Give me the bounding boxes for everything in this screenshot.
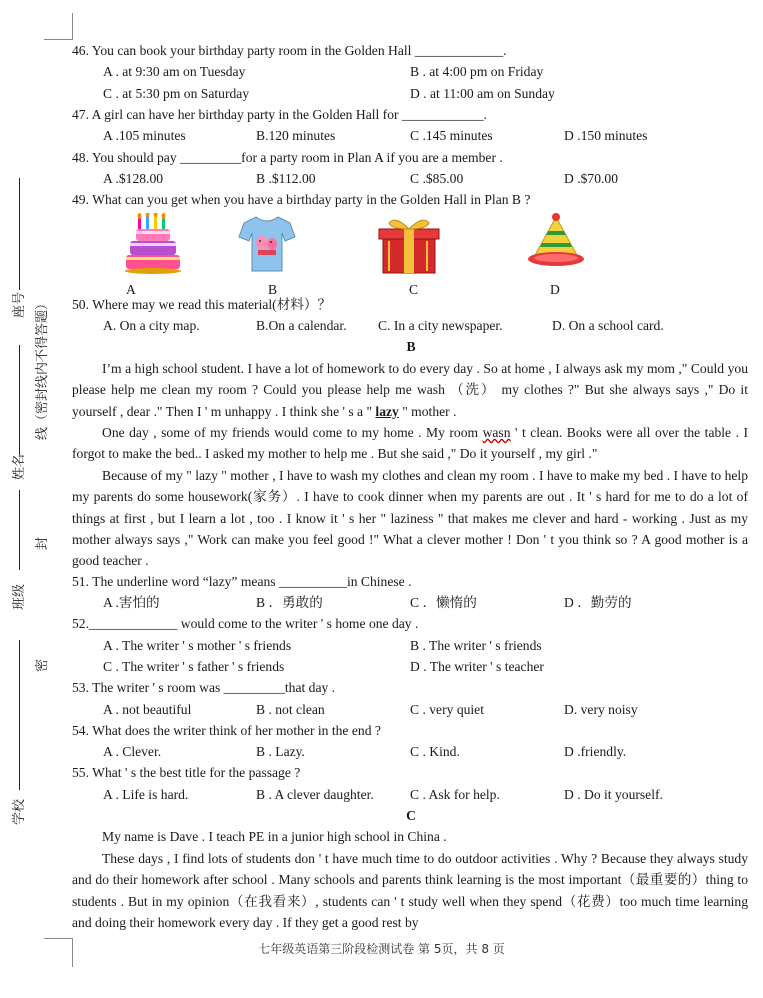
section-c-paragraph-1: My name is Dave . I teach PE in a junior high school in China .: [102, 829, 447, 844]
no-answer-note: 线（密封线内不得答题）: [35, 296, 50, 440]
p1-tail: " mother .: [398, 403, 457, 419]
section-c-paragraph-2: These days , I find lots of students don ' t have much time to do outdoor activities . Why ? Because they always study and do their homework after school . Many schools and parents think learning is the most important（最重要的）thing to students . But in my opinion（在我看来）, students can ' t study well when they spend（花费）too much time learning and doing their homework every day . If they get a good rest by: [72, 851, 748, 930]
q54-option-a: A . Clever.: [103, 744, 162, 759]
q46-option-a: A . at 9:30 am on Tuesday: [103, 64, 246, 79]
q51-option-b: B ．勇敢的: [256, 595, 323, 610]
p2-tail: ' t clean. Books were all over the table . I forgot to make the bed.. I asked my mother to help me . But she said ," Do it yourself , my girl .": [72, 425, 748, 462]
section-b-paragraph-1: [72, 358, 748, 422]
q47-option-c: C .145 minutes: [410, 128, 493, 143]
q46-stem: 46. You can book your birthday party room in the Golden Hall _____________.: [72, 43, 507, 58]
q52-option-a: A . The writer ' s mother ' s friends: [103, 638, 292, 653]
q55-option-a: A . Life is hard.: [103, 787, 189, 802]
q51-option-d: D ．勤劳的: [564, 595, 632, 610]
q50-option-d: D. On a school card.: [552, 318, 664, 333]
section-b-paragraph-2: [72, 422, 748, 465]
gift-box-icon: [377, 213, 441, 275]
party-hat-icon: [524, 213, 588, 269]
q52-option-b: B . The writer ' s friends: [410, 638, 542, 653]
q50-option-b: B.On a calendar.: [256, 318, 347, 333]
q55-option-b: B . A clever daughter.: [256, 787, 374, 802]
q54-option-b: B . Lazy.: [256, 744, 305, 759]
name-line: [19, 345, 20, 455]
q50-option-c: C. In a city newspaper.: [378, 318, 503, 333]
binding-margin: [0, 0, 60, 998]
seal-label: 封: [35, 536, 50, 550]
class-label: 班级: [12, 583, 27, 610]
lazy-underlined-word: lazy: [375, 403, 399, 419]
q53-stem: 53. The writer ' s room was _________that day .: [72, 680, 336, 695]
p1-text: I’m a high school student. I have a lot of homework to do every day . So at home , I always ask my mom ," Could you please help me clean my room ? Could you please help me wash （洗） my clothes ?" But she always says ," Do it yourself , dear ." Then I ' m unhappy . I think she ' s a ": [72, 361, 748, 419]
q50-option-a: A. On a city map.: [103, 318, 200, 333]
q52-option-d: D . The writer ' s teacher: [410, 659, 544, 674]
school-line: [19, 640, 20, 790]
q53-option-c: C . very quiet: [410, 702, 484, 717]
q55-option-d: D . Do it yourself.: [564, 787, 663, 802]
q48-option-d: D .$70.00: [564, 171, 618, 186]
q53-option-a: A . not beautiful: [103, 702, 192, 717]
q54-option-c: C . Kind.: [410, 744, 460, 759]
tshirt-icon: [238, 213, 296, 273]
school-label: 学校: [12, 798, 27, 825]
q55-stem: 55. What ' s the best title for the passage ?: [72, 765, 301, 780]
name-label: 姓名: [12, 453, 27, 480]
p2-text: One day , some of my friends would come to my home . My room: [102, 425, 483, 440]
q54-option-d: D .friendly.: [564, 744, 627, 759]
q48-option-c: C .$85.00: [410, 171, 464, 186]
q49-stem: 49. What can you get when you have a birthday party in the Golden Hall in Plan B ?: [72, 192, 531, 207]
q53-option-d: D. very noisy: [564, 702, 638, 717]
q52-option-c: C . The writer ' s father ' s friends: [103, 659, 285, 674]
section-b-title: B: [406, 339, 416, 354]
q51-option-a: A .害怕的: [103, 595, 160, 610]
q47-option-a: A .105 minutes: [103, 128, 186, 143]
q51-stem: 51. The underline word “lazy” means __________in Chinese .: [72, 574, 412, 589]
q46-option-c: C . at 5:30 pm on Saturday: [103, 86, 250, 101]
section-b-paragraph-3: Because of my " lazy " mother , I have to wash my clothes and clean my room . I have to make my bed . I have to help my parents do some housework(家务）. I have to cook dinner when my parents are out . It ' s hard for me to do a lot of things at first , but I learn a lot , too . I know it ' s her " laziness " that makes me clever and hard - working . Just as my mother always says ," Work can make you feel good !" What a clever mother ! Don ' t you think so ? A good mother is a good teacher .: [72, 468, 748, 569]
q51-option-c: C ．懒惰的: [410, 595, 477, 610]
q49-label-d: D: [550, 282, 560, 297]
q54-stem: 54. What does the writer think of her mother in the end ?: [72, 723, 381, 738]
q50-stem: 50. Where may we read this material(材料）？: [72, 297, 332, 312]
class-line: [19, 490, 20, 570]
p2-wavy-word: wasn: [482, 425, 511, 440]
q49-pictures: [72, 213, 750, 303]
cake-icon: [124, 213, 182, 275]
q48-stem: 48. You should pay _________for a party room in Plan A if you are a member .: [72, 150, 503, 165]
q47-option-d: D .150 minutes: [564, 128, 648, 143]
q48-option-a: A .$128.00: [103, 171, 164, 186]
q53-option-b: B . not clean: [256, 702, 325, 717]
q49-label-c: C: [409, 282, 419, 297]
q49-label-b: B: [268, 282, 278, 297]
q49-label-a: A: [126, 282, 136, 297]
seat-line: [19, 178, 20, 290]
seat-label: 座号: [12, 291, 27, 318]
q46-option-b: B . at 4:00 pm on Friday: [410, 64, 544, 79]
section-c-title: C: [406, 808, 416, 823]
q46-option-d: D . at 11:00 am on Sunday: [410, 86, 555, 101]
q55-option-c: C . Ask for help.: [410, 787, 500, 802]
page-footer: 七年级英语第三阶段检测试卷 第 5页，共 8 页: [258, 942, 505, 956]
mi-label: 密: [35, 658, 50, 672]
q48-option-b: B .$112.00: [256, 171, 316, 186]
q47-stem: 47. A girl can have her birthday party in the Golden Hall for ____________.: [72, 107, 487, 122]
q52-stem: 52._____________ would come to the writer ' s home one day .: [72, 616, 419, 631]
q47-option-b: B.120 minutes: [256, 128, 336, 143]
